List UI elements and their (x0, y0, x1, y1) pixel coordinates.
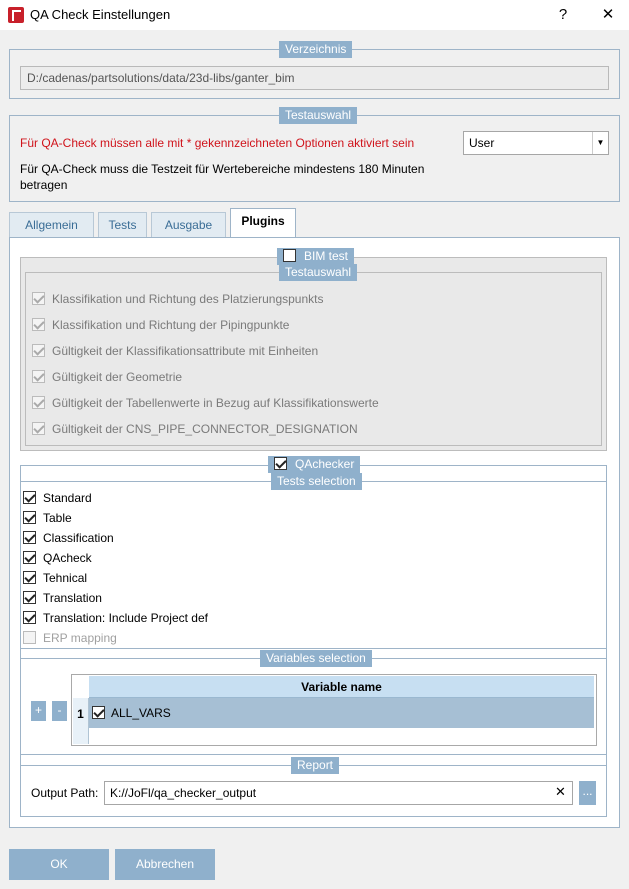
checkbox-icon (23, 571, 36, 584)
testauswahl-group (9, 115, 620, 202)
test-option-erp-mapping[interactable]: ERP mapping (23, 629, 117, 647)
variables-selection-legend: Variables selection (260, 650, 372, 667)
report-legend: Report (291, 757, 339, 774)
checkbox-icon (23, 551, 36, 564)
test-option-tehnical[interactable]: Tehnical (23, 569, 87, 587)
row-header[interactable]: 1 (73, 698, 89, 744)
checkbox-icon (32, 318, 45, 331)
qachecker-legend (268, 456, 360, 473)
directory-field[interactable]: D:/cadenas/partsolutions/data/23d-libs/ganter_bim (20, 66, 609, 90)
qachecker-label: QAchecker (295, 457, 355, 471)
bimtest-legend (277, 248, 354, 265)
mode-select[interactable] (463, 131, 609, 155)
test-option-translation-project-def[interactable]: Translation: Include Project def (23, 609, 208, 627)
bim-option[interactable]: Klassifikation und Richtung der Pipingpunkte (32, 316, 289, 334)
checkbox-icon (23, 511, 36, 524)
test-option-translation[interactable]: Translation (23, 589, 102, 607)
chevron-down-icon[interactable]: ▼ (592, 132, 608, 154)
tab-allgemein[interactable]: Allgemein (9, 212, 94, 238)
output-path-input[interactable] (104, 781, 573, 805)
cancel-button[interactable]: Abbrechen (115, 849, 215, 880)
bim-option[interactable]: Gültigkeit der CNS_PIPE_CONNECTOR_DESIGNATION (32, 420, 358, 438)
tests-selection-legend: Tests selection (271, 473, 362, 490)
add-variable-button[interactable]: + (31, 701, 46, 721)
bim-option[interactable]: Gültigkeit der Tabellenwerte in Bezug auf Klassifikationswerte (32, 394, 379, 412)
checkbox-icon (23, 531, 36, 544)
checkbox-icon (32, 292, 45, 305)
row-value: ALL_VARS (111, 706, 171, 720)
qa-info-line2: betragen (20, 178, 68, 192)
checkbox-icon (32, 370, 45, 383)
checkbox-icon (23, 611, 36, 624)
bim-testauswahl-legend: Testauswahl (279, 264, 357, 281)
app-logo-icon (8, 7, 24, 23)
verzeichnis-legend: Verzeichnis (279, 41, 352, 58)
bimtest-checkbox[interactable] (283, 249, 296, 262)
output-path-label: Output Path: (31, 786, 99, 800)
test-option-table[interactable]: Table (23, 509, 72, 527)
table-row[interactable] (89, 698, 594, 728)
checkbox-icon (23, 631, 36, 644)
checkbox-icon (23, 591, 36, 604)
test-option-qacheck[interactable]: QAcheck (23, 549, 92, 567)
browse-button[interactable]: ... (579, 781, 596, 805)
test-option-classification[interactable]: Classification (23, 529, 114, 547)
checkbox-icon (32, 344, 45, 357)
checkbox-icon (32, 396, 45, 409)
close-icon[interactable]: ✕ (601, 6, 615, 23)
testauswahl-legend: Testauswahl (279, 107, 357, 124)
checkbox-icon (23, 491, 36, 504)
mode-select-value: User (469, 136, 495, 150)
test-option-standard[interactable]: Standard (23, 489, 92, 507)
help-button[interactable]: ? (558, 6, 568, 23)
qachecker-checkbox[interactable] (274, 457, 287, 470)
output-path-value: K://JoFl/qa_checker_output (110, 786, 257, 800)
checkbox-icon[interactable] (92, 706, 105, 719)
clear-icon[interactable]: ✕ (555, 784, 566, 799)
bim-option[interactable]: Klassifikation und Richtung des Platzierungspunkts (32, 290, 324, 308)
ok-button[interactable]: OK (9, 849, 109, 880)
bim-option[interactable]: Gültigkeit der Klassifikationsattribute mit Einheiten (32, 342, 318, 360)
tab-ausgabe[interactable]: Ausgabe (151, 212, 226, 238)
checkbox-icon (32, 422, 45, 435)
remove-variable-button[interactable]: - (52, 701, 67, 721)
tab-tests[interactable]: Tests (98, 212, 147, 238)
bim-option[interactable]: Gültigkeit der Geometrie (32, 368, 182, 386)
qa-warning-text: Für QA-Check müssen alle mit * gekennzeichneten Optionen aktiviert sein (20, 136, 415, 150)
bimtest-label: BIM test (304, 249, 349, 263)
column-header-variable-name[interactable]: Variable name (89, 676, 594, 698)
qa-info-line1: Für QA-Check muss die Testzeit für Wertebereiche mindestens 180 Minuten (20, 162, 425, 176)
window-title: QA Check Einstellungen (30, 7, 171, 22)
tab-plugins[interactable]: Plugins (230, 208, 296, 238)
